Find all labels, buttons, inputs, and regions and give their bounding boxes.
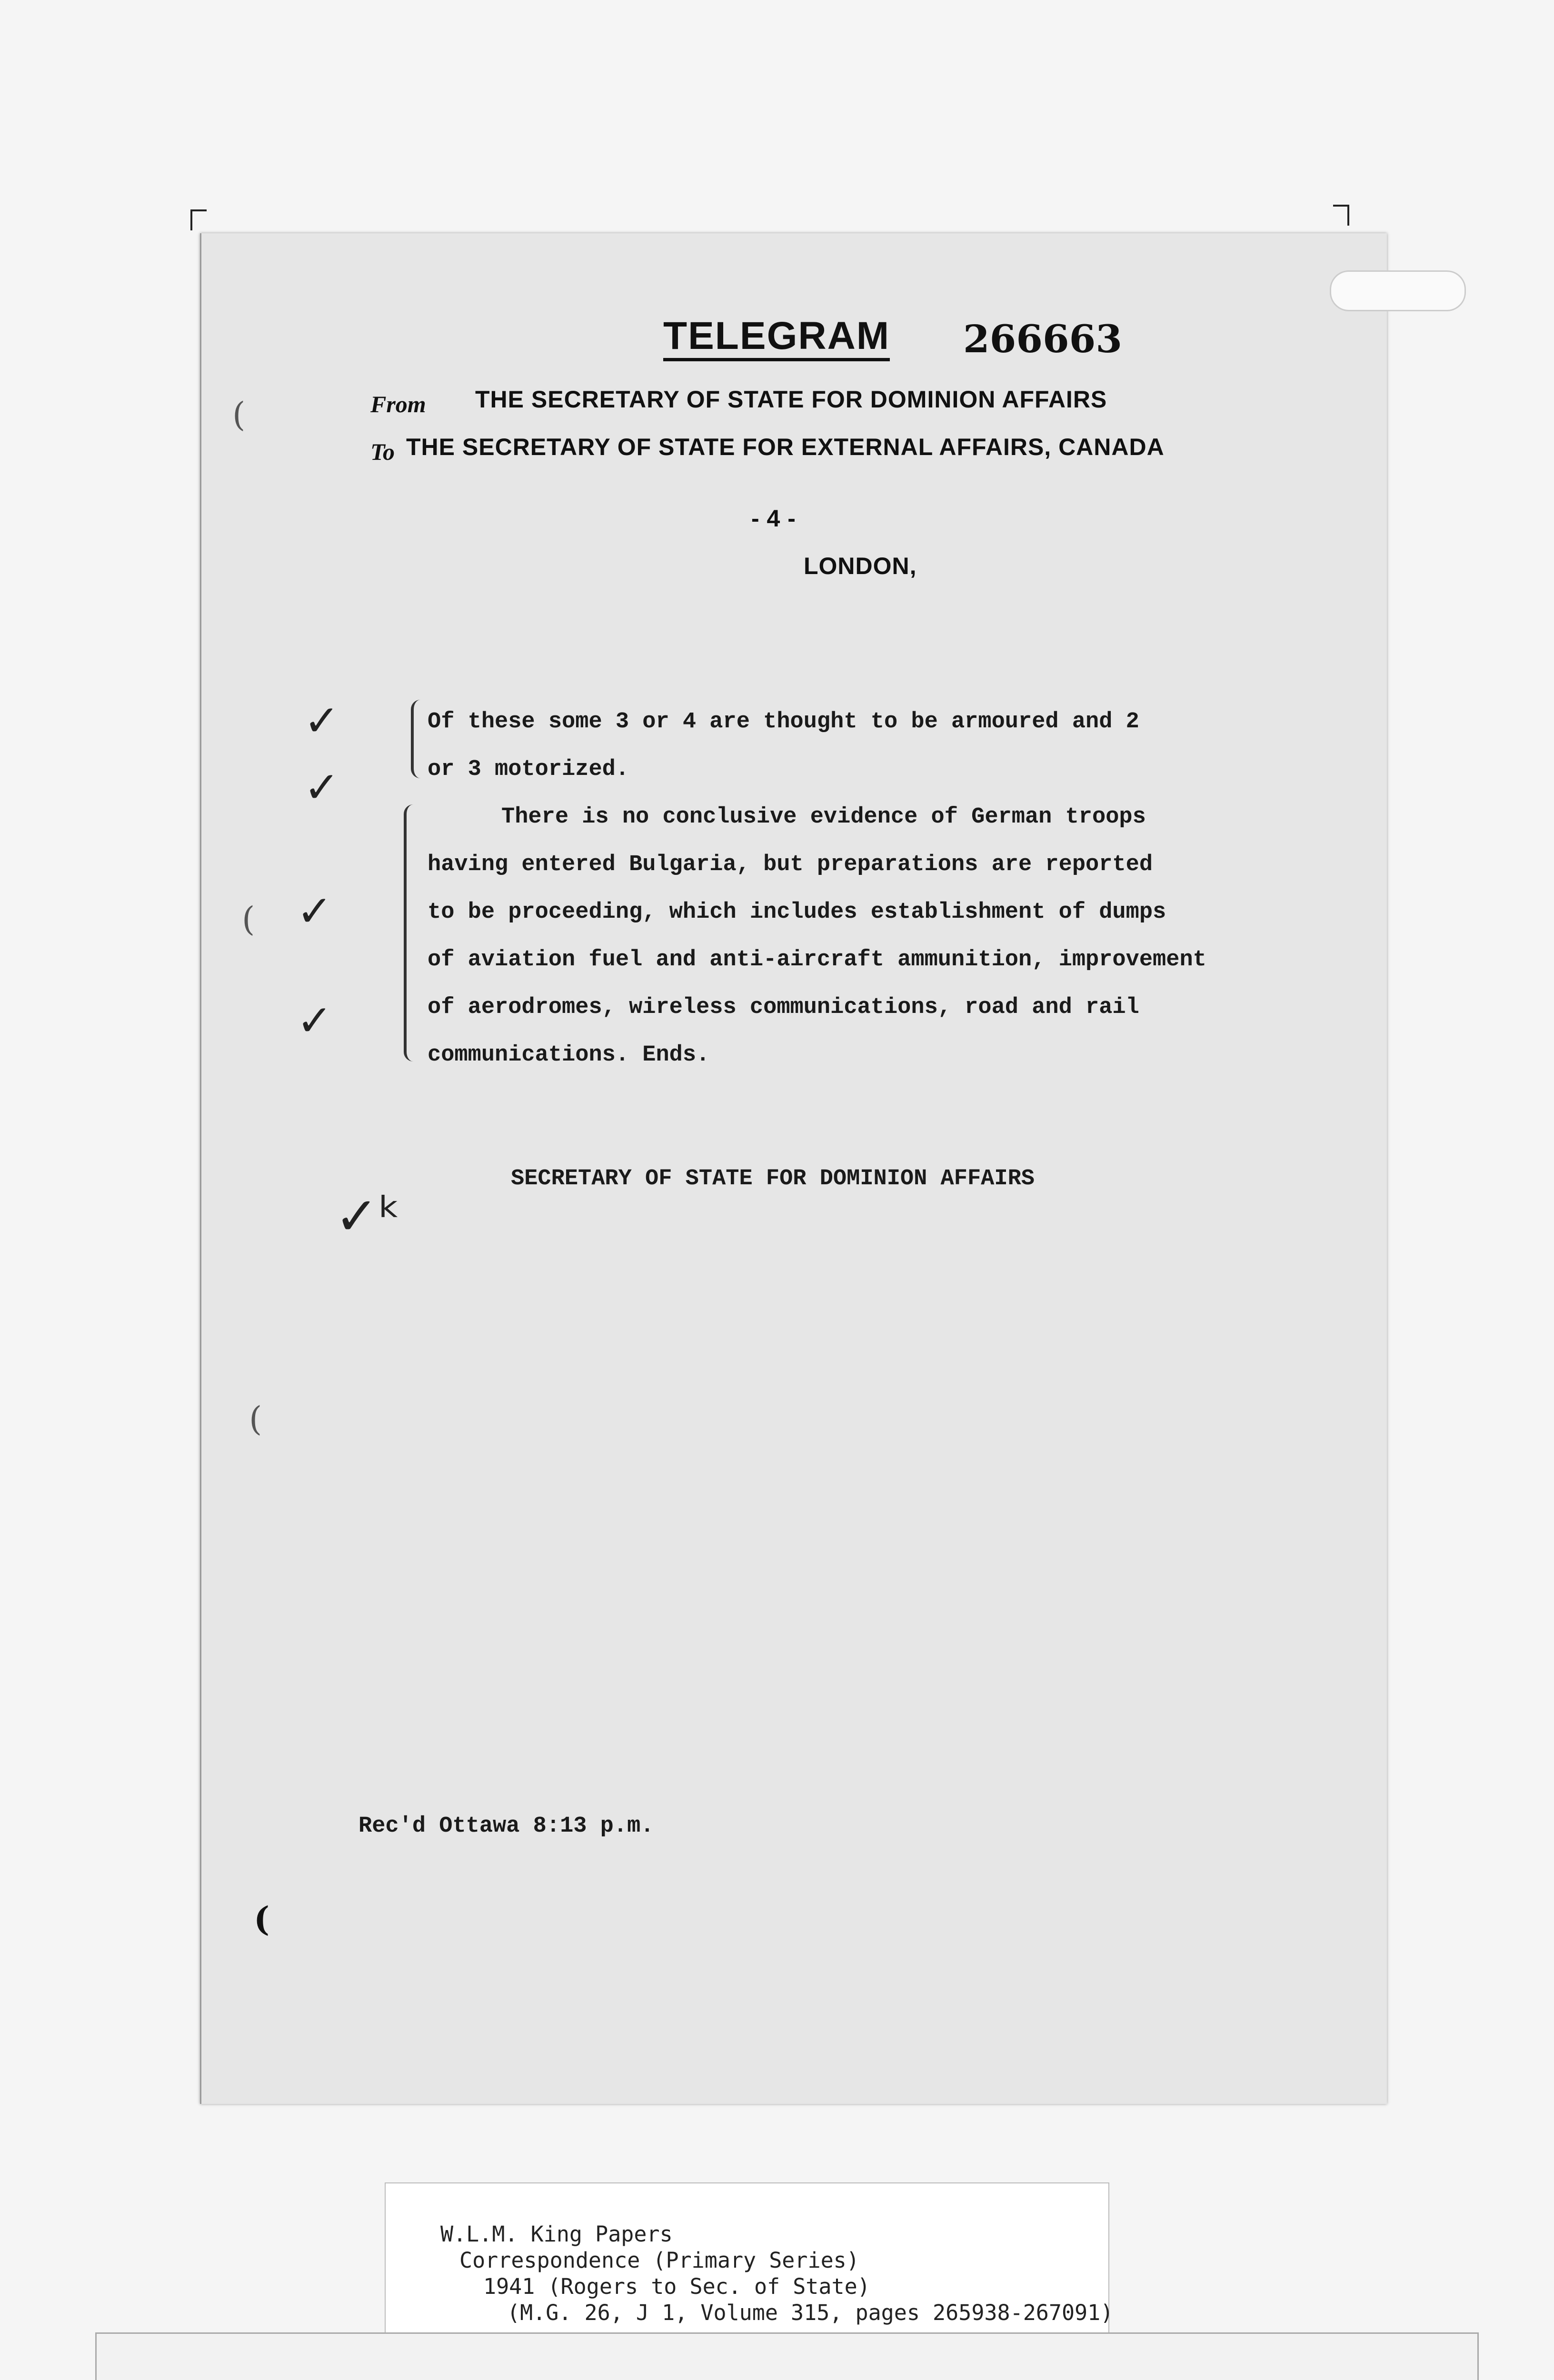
- punch-hole-1: (: [232, 395, 246, 434]
- body-line-5: to be proceeding, which includes establishment of dumps: [428, 900, 1166, 925]
- crop-mark-top-right: [1333, 205, 1349, 226]
- label-line-1: W.L.M. King Papers: [440, 2221, 673, 2247]
- page-marker: - 4 -: [751, 505, 796, 532]
- initial-mark: ✓ᵏ: [335, 1186, 401, 1247]
- margin-bracket-1: [411, 700, 425, 778]
- check-mark-4: ✓: [297, 996, 333, 1046]
- telegram-sheet: [200, 233, 1387, 2104]
- label-line-4: (M.G. 26, J 1, Volume 315, pages 265938-267091): [507, 2300, 1114, 2325]
- to-text: THE SECRETARY OF STATE FOR EXTERNAL AFFAIRS, CANADA: [406, 434, 1165, 460]
- label-line-3: 1941 (Rogers to Sec. of State): [483, 2274, 870, 2299]
- place-line: LONDON,: [804, 553, 917, 579]
- punch-hole-4: (: [254, 1899, 270, 1939]
- telegram-number: 266663: [963, 317, 1122, 361]
- signature-line: SECRETARY OF STATE FOR DOMINION AFFAIRS: [511, 1166, 1035, 1191]
- body-line-7: of aerodromes, wireless communications, road and rail: [428, 995, 1139, 1020]
- from-label: From: [370, 391, 426, 417]
- body-line-6: of aviation fuel and anti-aircraft ammunition, improvement: [428, 947, 1206, 972]
- check-mark-2: ✓: [304, 763, 340, 813]
- body-line-1: Of these some 3 or 4 are thought to be armoured and 2: [428, 709, 1139, 734]
- margin-bracket-2: [404, 804, 418, 1061]
- received-time: Rec'd Ottawa 8:13 p.m.: [359, 1814, 654, 1839]
- label-line-2: Correspondence (Primary Series): [459, 2248, 859, 2273]
- body-line-4: having entered Bulgaria, but preparations are reported: [428, 852, 1153, 877]
- to-label: To: [370, 438, 395, 465]
- crop-mark-top-left: [190, 209, 207, 230]
- punch-hole-3: (: [249, 1399, 262, 1438]
- archives-stamp: [95, 2332, 1479, 2380]
- telegram-title: TELEGRAM: [663, 314, 890, 361]
- from-text: THE SECRETARY OF STATE FOR DOMINION AFFAIRS: [475, 386, 1107, 413]
- paper-clip-tab: [1330, 270, 1466, 311]
- body-line-8: communications. Ends.: [428, 1042, 710, 1068]
- body-line-3: There is no conclusive evidence of German troops: [501, 804, 1146, 830]
- check-mark-1: ✓: [304, 696, 340, 746]
- punch-hole-2: (: [242, 900, 255, 939]
- check-mark-3: ✓: [297, 886, 333, 936]
- body-line-2: or 3 motorized.: [428, 757, 629, 782]
